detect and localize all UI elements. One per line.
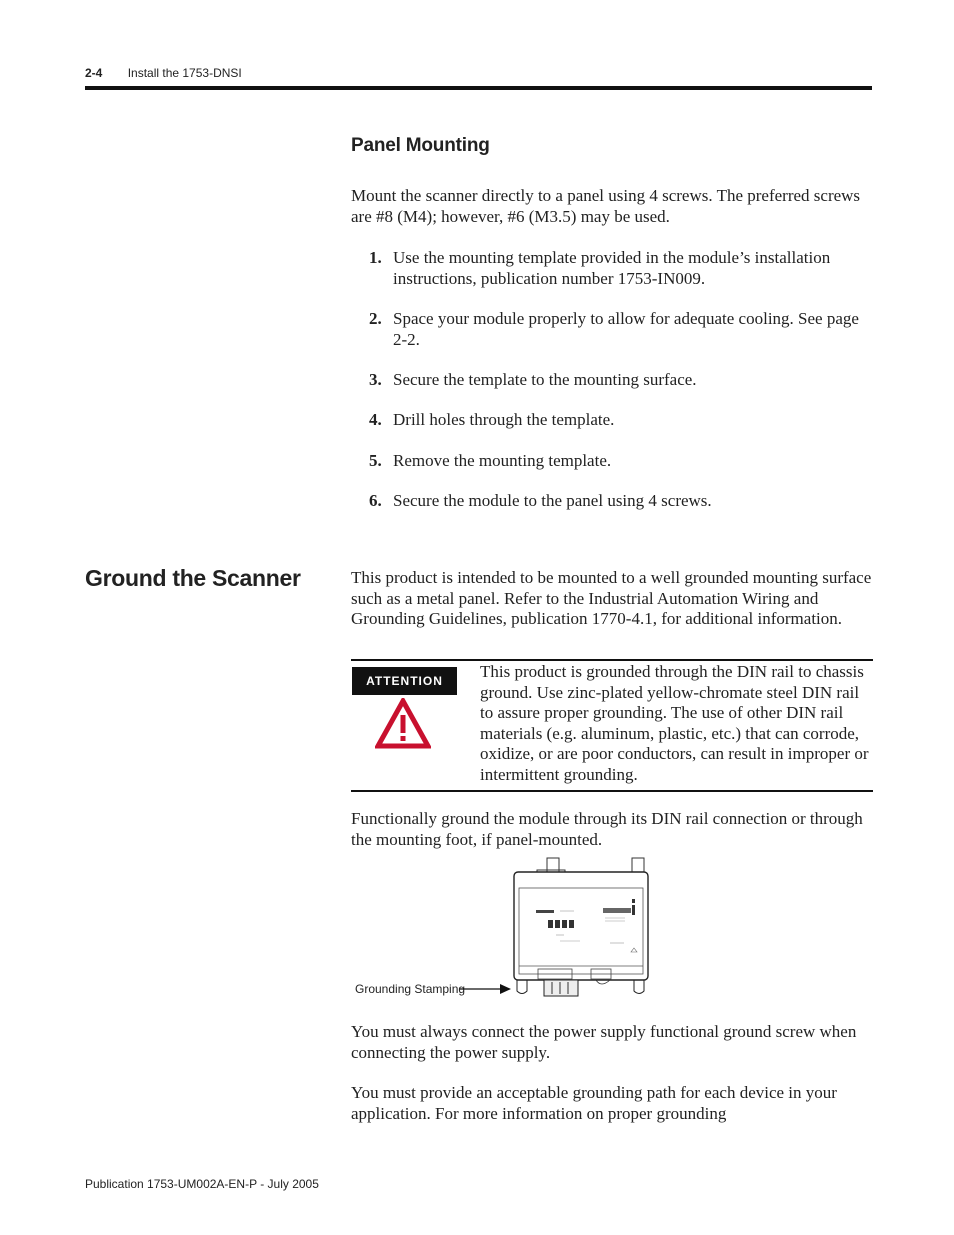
step-number: 1. [369,248,382,267]
power-supply-text: You must always connect the power supply functional ground screw when connecting the power supply. [351,1022,857,1062]
list-item [351,410,873,431]
header-title: Install the 1753-DNSI [127,66,242,80]
panel-mounting-heading: Panel Mounting [351,135,490,156]
publication-footer: Publication 1753-UM002A-EN-P - July 2005 [85,1177,319,1191]
running-header [85,66,242,80]
page-number: 2-4 [85,66,103,80]
attention-label: ATTENTION [352,667,457,695]
step-text: Remove the mounting template. [393,451,612,470]
list-item [351,451,873,472]
step-number: 5. [369,451,382,470]
panel-mounting-intro: Mount the scanner directly to a panel using 4 screws. The preferred screws are #8 (M4); however, #6 (M3.5) may be used. [351,186,861,226]
list-item [351,248,873,289]
callout-arrow-icon [460,982,512,998]
step-number: 4. [369,410,382,429]
step-text: Secure the module to the panel using 4 screws. [393,491,712,510]
warning-triangle-icon [375,698,431,750]
ground-scanner-intro: This product is intended to be mounted to a well grounded mounting surface such as a metal panel. Refer to the Industrial Automation Wiring and Grounding Guidelines, publication 1770-4.1, for additional information. [351,568,872,628]
attention-top-rule [351,659,873,661]
functional-ground-text: Functionally ground the module through its DIN rail connection or through the mounting foot, if panel-mounted. [351,809,863,849]
step-number: 2. [369,309,382,328]
step-text: Space your module properly to allow for adequate cooling. See page 2-2. [393,309,859,349]
figure-caption: Grounding Stamping [355,982,466,996]
step-text: Use the mounting template provided in the module’s installation instructions, publication number 1753-IN009. [393,248,831,288]
attention-text: This product is grounded through the DIN rail to chassis ground. Use zinc-plated yellow-chromate steel DIN rail to assure proper grounding. The use of other DIN rail materials (e.g. aluminum, plastic, etc.) that can corrode, oxidize, or are poor conductors, can result in improper or intermittent grounding. [480,662,869,784]
attention-bottom-rule [351,790,873,792]
scanner-module-illustration [500,855,660,1005]
list-item [351,491,873,512]
ground-scanner-heading: Ground the Scanner [85,565,301,591]
list-item [351,370,873,391]
step-text: Secure the template to the mounting surface. [393,370,697,389]
header-rule [85,86,872,90]
step-number: 3. [369,370,382,389]
grounding-path-text: You must provide an acceptable grounding path for each device in your application. For more information on proper grounding [351,1083,837,1123]
step-number: 6. [369,491,382,510]
list-item [351,309,873,350]
step-text: Drill holes through the template. [393,410,615,429]
